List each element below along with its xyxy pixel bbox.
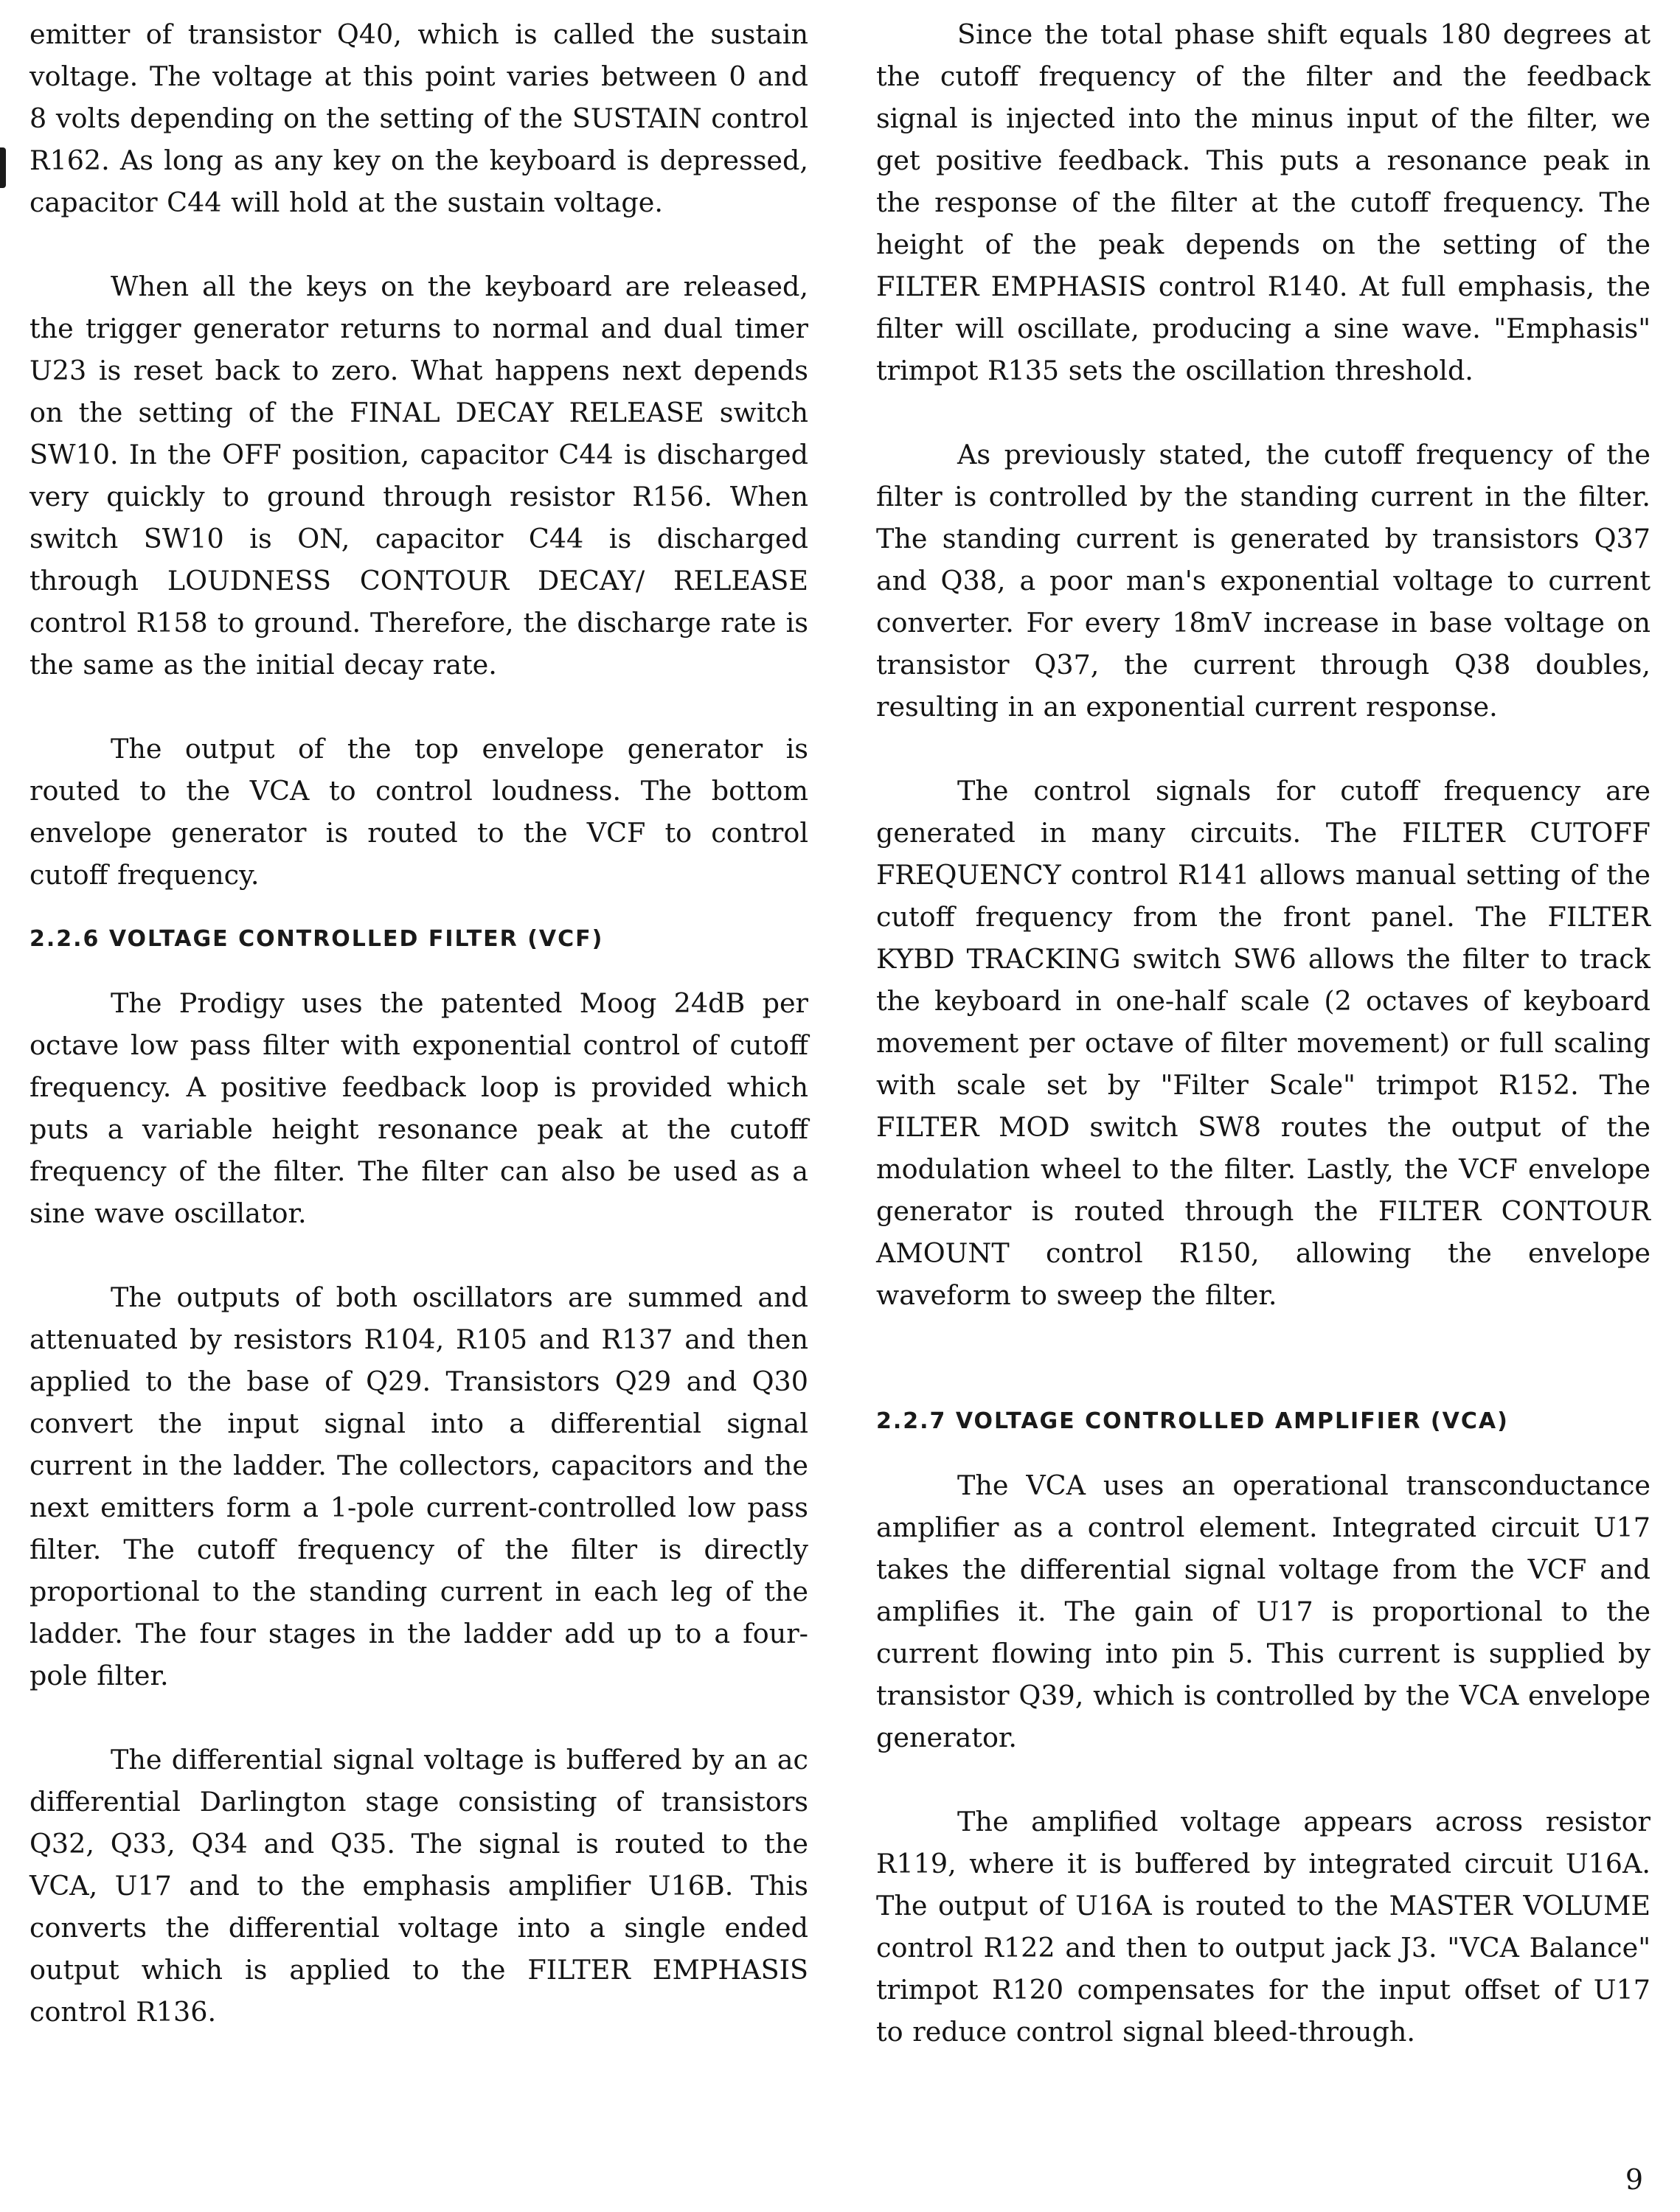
page-number: 9 xyxy=(1625,2163,1643,2196)
right-column xyxy=(876,13,1651,2053)
paragraph-ladder-filter: The outputs of both oscillators are summed and attenuated by resistors R104, R105 and R137 and then applied to the base of Q29. Transistors Q29 and Q30 convert the input signal into a differential signal current in the ladder. The collectors, capacitors and the next emitters form a 1-pole current-controlled low pass filter. The cutoff frequency of the filter is directly proportional to the standing current in each leg of the ladder. The four stages in the ladder add up to a four-pole filter. xyxy=(29,1281,808,1691)
section-heading-vcf: 2.2.6 VOLTAGE CONTROLLED FILTER (VCF) xyxy=(29,926,604,952)
paragraph-phase-shift: Since the total phase shift equals 180 degrees at the cutoff frequency of the filter and the feedback signal is injected into the minus input of the filter, we get positive feedback. This puts a resonance peak in the response of the filter at the cutoff frequency. The height of the peak depends on the setting of the FILTER EMPHASIS control R140. At full emphasis, the filter will oscillate, producing a sine wave. "Emphasis" trimpot R135 sets the oscillation threshold. xyxy=(876,18,1651,386)
paragraph-standing-current: As previously stated, the cutoff frequency of the filter is controlled by the standing current in the filter. The standing current is generated by transistors Q37 and Q38, a poor man's exponential voltage to current converter. For every 18mV increase in base voltage on transistor Q37, the current through Q38 doubles, resulting in an exponential current response. xyxy=(876,439,1651,723)
paragraph-control-signals: The control signals for cutoff frequency are generated in many circuits. The FILTER CUTOFF FREQUENCY control R141 allows manual setting of the cutoff frequency from the front panel. The FILTER KYBD TRACKING switch SW6 allows the filter to track the keyboard in one-half scale (2 octaves of keyboard movement per octave of filter movement) or full scaling with scale set by "Filter Scale" trimpot R152. The FILTER MOD switch SW8 routes the output of the modulation wheel to the filter. Lastly, the VCF envelope generator is routed through the FILTER CONTOUR AMOUNT control R150, allowing the envelope waveform to sweep the filter. xyxy=(876,775,1651,1311)
paragraph-keys-released: When all the keys on the keyboard are released, the trigger generator returns to normal and dual timer U23 is reset back to zero. What happens next depends on the setting of the FINAL DECAY RELEASE switch SW10. In the OFF position, capacitor C44 is discharged very quickly to ground through resistor R156. When switch SW10 is ON, capacitor C44 is discharged through LOUDNESS CONTOUR DECAY/ RELEASE control R158 to ground. Therefore, the discharge rate is the same as the initial decay rate. xyxy=(29,271,808,681)
paragraph-output-buffer: The amplified voltage appears across resistor R119, where it is buffered by integrated circuit U16A. The output of U16A is routed to the MASTER VOLUME control R122 and then to output jack J3. "VCA Balance" trimpot R120 compensates for the input offset of U17 to reduce control signal bleed-through. xyxy=(876,1806,1651,2048)
left-column xyxy=(29,13,808,2033)
paragraph-sustain-voltage: emitter of transistor Q40, which is called the sustain voltage. The voltage at this point varies between 0 and 8 volts depending on the setting of the SUSTAIN control R162. As long as any key on the keyboard is depressed, capacitor C44 will hold at the sustain voltage. xyxy=(29,18,808,218)
binding-edge-mark xyxy=(0,147,6,188)
paragraph-ota-amplifier: The VCA uses an operational transconductance amplifier as a control element. Integrated circuit U17 takes the differential signal voltage from the VCF and amplifies it. The gain of U17 is proportional to the current flowing into pin 5. This current is supplied by transistor Q39, which is controlled by the VCA envelope generator. xyxy=(876,1470,1651,1753)
paragraph-envelope-routing: The output of the top envelope generator is routed to the VCA to control loudness. The bottom envelope generator is routed to the VCF to control cutoff frequency. xyxy=(29,733,808,891)
paragraph-darlington-buffer: The differential signal voltage is buffered by an ac differential Darlington stage consisting of transistors Q32, Q33, Q34 and Q35. The signal is routed to the VCA, U17 and to the emphasis amplifier U16B. This converts the differential voltage into a single ended output which is applied to the FILTER EMPHASIS control R136. xyxy=(29,1744,808,2028)
paragraph-moog-filter: The Prodigy uses the patented Moog 24dB per octave low pass filter with exponential control of cutoff frequency. A positive feedback loop is provided which puts a variable height resonance peak at the cutoff frequency of the filter. The filter can also be used as a sine wave oscillator. xyxy=(29,987,808,1229)
section-heading-vca: 2.2.7 VOLTAGE CONTROLLED AMPLIFIER (VCA) xyxy=(876,1408,1509,1434)
